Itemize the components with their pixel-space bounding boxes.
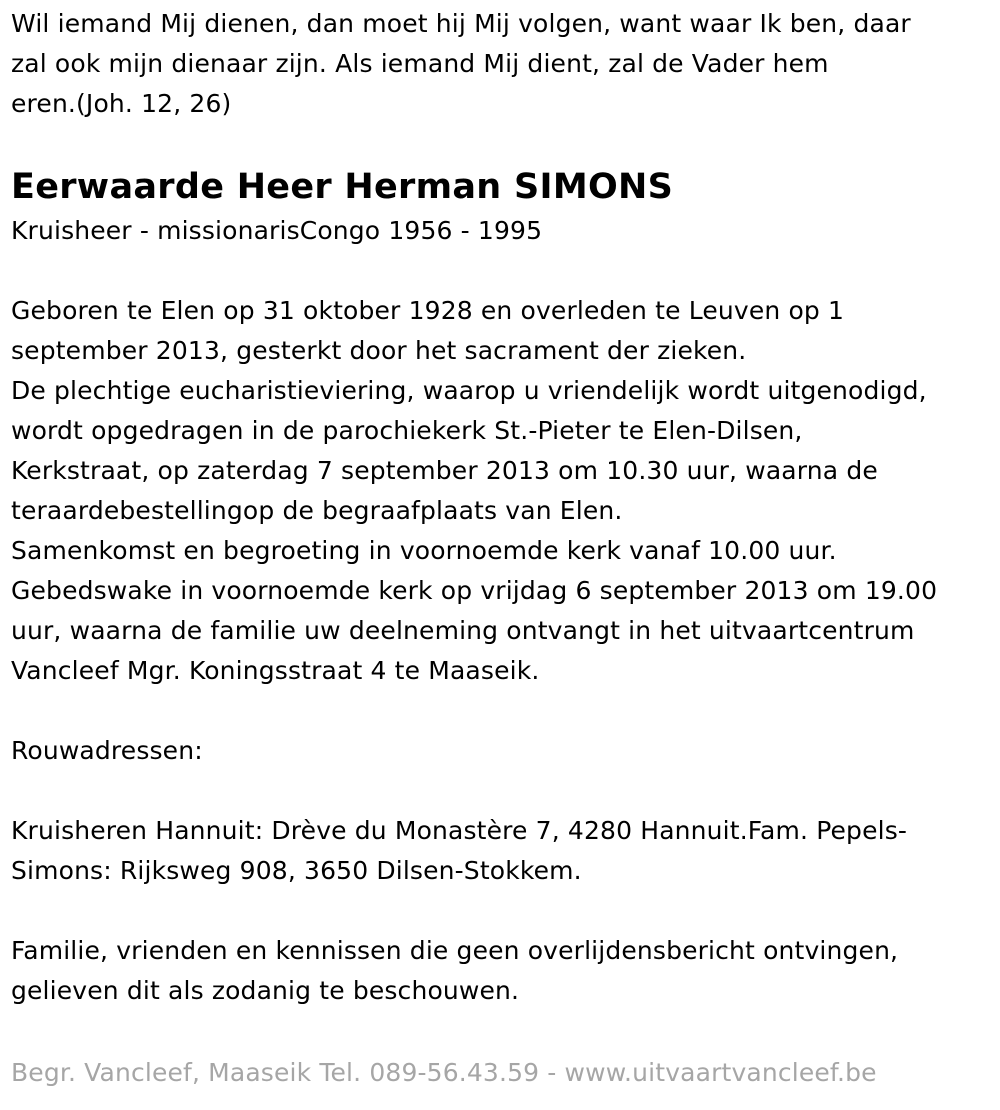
announcement-block — [11, 291, 990, 691]
closing-block — [11, 931, 990, 1011]
announcement-line: Vancleef Mgr. Koningsstraat 4 te Maaseik. — [11, 656, 540, 685]
address-line: Kruisheren Hannuit: Drève du Monastère 7, 4280 Hannuit.Fam. Pepels- — [11, 816, 908, 845]
announcement-line: Geboren te Elen op 31 oktober 1928 en overleden te Leuven op 1 — [11, 296, 845, 325]
address-line: Simons: Rijksweg 908, 3650 Dilsen-Stokkem. — [11, 856, 582, 885]
deceased-name: Eerwaarde Heer Herman SIMONS — [11, 167, 674, 207]
spacer — [11, 771, 990, 811]
closing-line: gelieven dit als zodanig te beschouwen. — [11, 976, 520, 1005]
addresses-block — [11, 811, 990, 891]
closing-line: Familie, vrienden en kennissen die geen overlijdensbericht ontvingen, — [11, 936, 899, 965]
announcement-line: De plechtige eucharistieviering, waarop u vriendelijk wordt uitgenodigd, — [11, 376, 927, 405]
announcement-line: wordt opgedragen in de parochiekerk St.-Pieter te Elen-Dilsen, — [11, 416, 803, 445]
announcement-line: Kerkstraat, op zaterdag 7 september 2013 om 10.30 uur, waarna de — [11, 456, 878, 485]
announcement-line: uur, waarna de familie uw deelneming ontvangt in het uitvaartcentrum — [11, 616, 915, 645]
announcement-line: Samenkomst en begroeting in voornoemde kerk vanaf 10.00 uur. — [11, 536, 837, 565]
spacer — [11, 251, 990, 291]
bible-quote — [11, 4, 990, 124]
quote-line: eren.(Joh. 12, 26) — [11, 89, 232, 118]
spacer — [11, 691, 990, 731]
quote-line: zal ook mijn dienaar zijn. Als iemand Mij dient, zal de Vader hem — [11, 49, 829, 78]
spacer — [11, 891, 990, 931]
deceased-subtitle: Kruisheer - missionarisCongo 1956 - 1995 — [11, 216, 543, 245]
addresses-heading: Rouwadressen: — [11, 736, 203, 765]
announcement-line: september 2013, gesterkt door het sacrament der zieken. — [11, 336, 747, 365]
announcement-line: teraardebestellingop de begraafplaats van Elen. — [11, 496, 623, 525]
announcement-line: Gebedswake in voornoemde kerk op vrijdag 6 september 2013 om 19.00 — [11, 576, 938, 605]
funeral-home-footer: Begr. Vancleef, Maaseik Tel. 089-56.43.59 - www.uitvaartvancleef.be — [11, 1058, 877, 1087]
quote-line: Wil iemand Mij dienen, dan moet hij Mij volgen, want waar Ik ben, daar — [11, 9, 911, 38]
